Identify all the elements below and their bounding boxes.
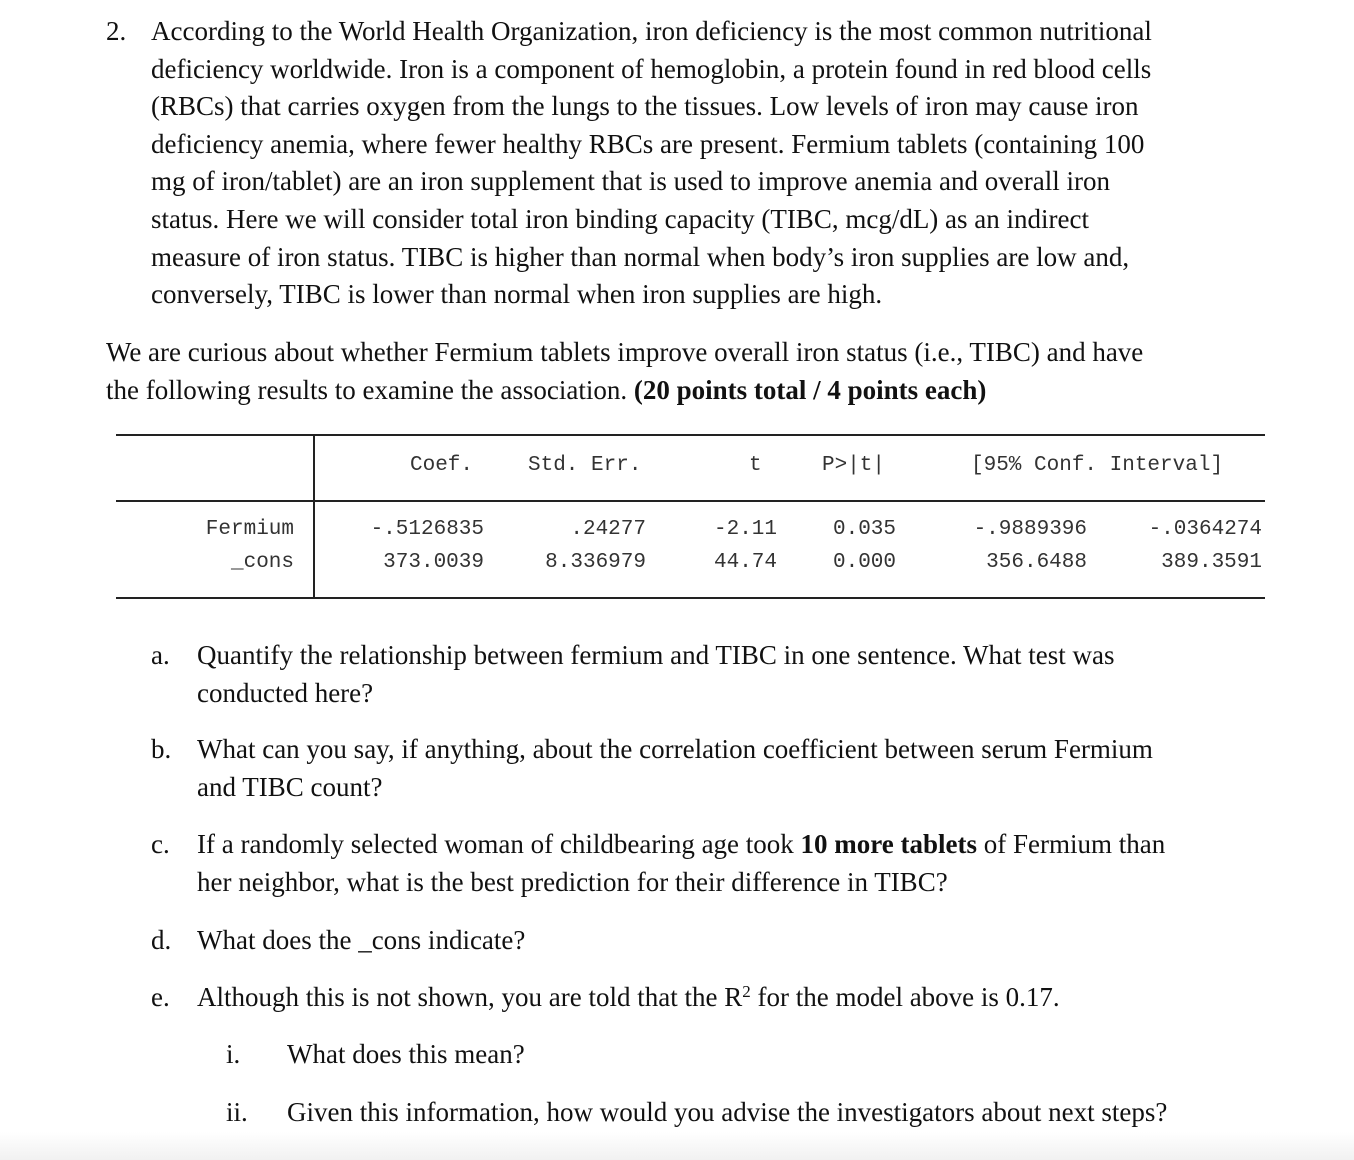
subquestion-text bbox=[197, 731, 1153, 806]
curious-line-2 bbox=[106, 372, 1286, 410]
cons-ci-low: 356.6488 bbox=[986, 551, 1087, 574]
question-line: conversely, TIBC is lower than normal when iron supplies are high. bbox=[151, 279, 883, 310]
subquestion-c-post: of Fermium than bbox=[977, 829, 1166, 859]
fermium-coef: -.5126835 bbox=[370, 518, 484, 541]
subquestion-text bbox=[197, 637, 1115, 712]
subquestion-line: conducted here? bbox=[197, 677, 374, 708]
subquestion-letter: b. bbox=[151, 734, 172, 764]
subquestion-e-pre: Although this is not shown, you are told that the R bbox=[197, 982, 743, 1012]
curious-line-2-text: the following results to examine the association. bbox=[106, 374, 634, 405]
table-bottom-rule bbox=[116, 597, 1265, 599]
cons-std-err: 8.336979 bbox=[545, 551, 646, 574]
subquestion-line: What does the _cons indicate? bbox=[197, 925, 526, 955]
subquestion-text bbox=[197, 922, 525, 960]
fermium-t: -2.11 bbox=[713, 518, 777, 541]
row-label-fermium: Fermium bbox=[205, 518, 294, 541]
subquestion-e-post: for the model above is 0.17. bbox=[750, 982, 1060, 1012]
cons-coef: 373.0039 bbox=[383, 551, 484, 574]
header-conf-interval: [95% Conf. Interval] bbox=[971, 454, 1224, 477]
header-p: P>|t| bbox=[822, 454, 886, 477]
question-line: measure of iron status. TIBC is higher than normal when body’s iron supplies are low and, bbox=[151, 241, 1130, 272]
fermium-ci-high: -.0364274 bbox=[1148, 518, 1262, 541]
subquestion-line: What does this mean? bbox=[287, 1039, 525, 1069]
subquestion-line bbox=[197, 826, 1165, 864]
cons-p: 0.000 bbox=[832, 551, 896, 574]
header-t: t bbox=[749, 454, 762, 477]
header-coef: Coef. bbox=[410, 454, 474, 477]
subquestion-text bbox=[197, 826, 1165, 901]
question-number: 2. bbox=[106, 16, 127, 46]
subquestion-text bbox=[287, 1036, 525, 1074]
table-header-rule bbox=[116, 500, 1265, 502]
subquestion-letter: a. bbox=[151, 640, 170, 670]
fermium-p: 0.035 bbox=[832, 518, 896, 541]
subquestion-line: and TIBC count? bbox=[197, 771, 383, 802]
subquestion-c-bold: 10 more tablets bbox=[800, 829, 978, 859]
r-squared-superscript: 2 bbox=[742, 982, 751, 1001]
subquestion-line: her neighbor, what is the best prediction for their difference in TIBC? bbox=[197, 866, 948, 897]
curious-line-1: We are curious about whether Fermium tablets improve overall iron status (i.e., TIBC) and have bbox=[106, 337, 1144, 367]
curious-paragraph bbox=[106, 334, 1286, 409]
subquestion-letter: d. bbox=[151, 925, 172, 955]
points-note: (20 points total / 4 points each) bbox=[633, 374, 987, 405]
header-std-err: Std. Err. bbox=[528, 454, 642, 477]
regression-table bbox=[116, 434, 1265, 599]
question-line: (RBCs) that carries oxygen from the lungs to the tissues. Low levels of iron may cause iron bbox=[151, 91, 1139, 122]
table-divider bbox=[313, 434, 315, 599]
table-top-rule bbox=[116, 434, 1265, 436]
question-line: deficiency anemia, where fewer healthy RBCs are present. Fermium tablets (containing 100 bbox=[151, 128, 1145, 159]
fermium-std-err: .24277 bbox=[570, 518, 646, 541]
question-text bbox=[151, 13, 1286, 314]
subquestion-numeral: ii. bbox=[226, 1097, 248, 1127]
page-bottom-shadow bbox=[0, 1132, 1354, 1160]
row-label-cons: _cons bbox=[230, 551, 294, 574]
cons-ci-high: 389.3591 bbox=[1161, 551, 1262, 574]
subquestion-c-pre: If a randomly selected woman of childbearing age took bbox=[197, 829, 801, 859]
subquestion-text bbox=[197, 979, 1060, 1017]
subquestion-line: Quantify the relationship between fermium and TIBC in one sentence. What test was bbox=[197, 640, 1115, 670]
question-line: deficiency worldwide. Iron is a component of hemoglobin, a protein found in red blood cells bbox=[151, 53, 1152, 84]
subquestion-line: Given this information, how would you advise the investigators about next steps? bbox=[287, 1097, 1168, 1127]
question-line: mg of iron/tablet) are an iron supplement that is used to improve anemia and overall iron bbox=[151, 166, 1110, 197]
question-line: status. Here we will consider total iron binding capacity (TIBC, mcg/dL) as an indirect bbox=[151, 203, 1089, 234]
subquestion-letter: c. bbox=[151, 829, 170, 859]
subquestion-numeral: i. bbox=[226, 1039, 241, 1069]
subquestion-line: What can you say, if anything, about the correlation coefficient between serum Fermium bbox=[197, 734, 1153, 764]
fermium-ci-low: -.9889396 bbox=[973, 518, 1087, 541]
cons-t: 44.74 bbox=[713, 551, 777, 574]
subquestion-line bbox=[197, 979, 1060, 1017]
question-line: According to the World Health Organization, iron deficiency is the most common nutritional bbox=[151, 16, 1152, 46]
subquestion-letter: e. bbox=[151, 982, 170, 1012]
subquestion-text bbox=[287, 1094, 1167, 1132]
